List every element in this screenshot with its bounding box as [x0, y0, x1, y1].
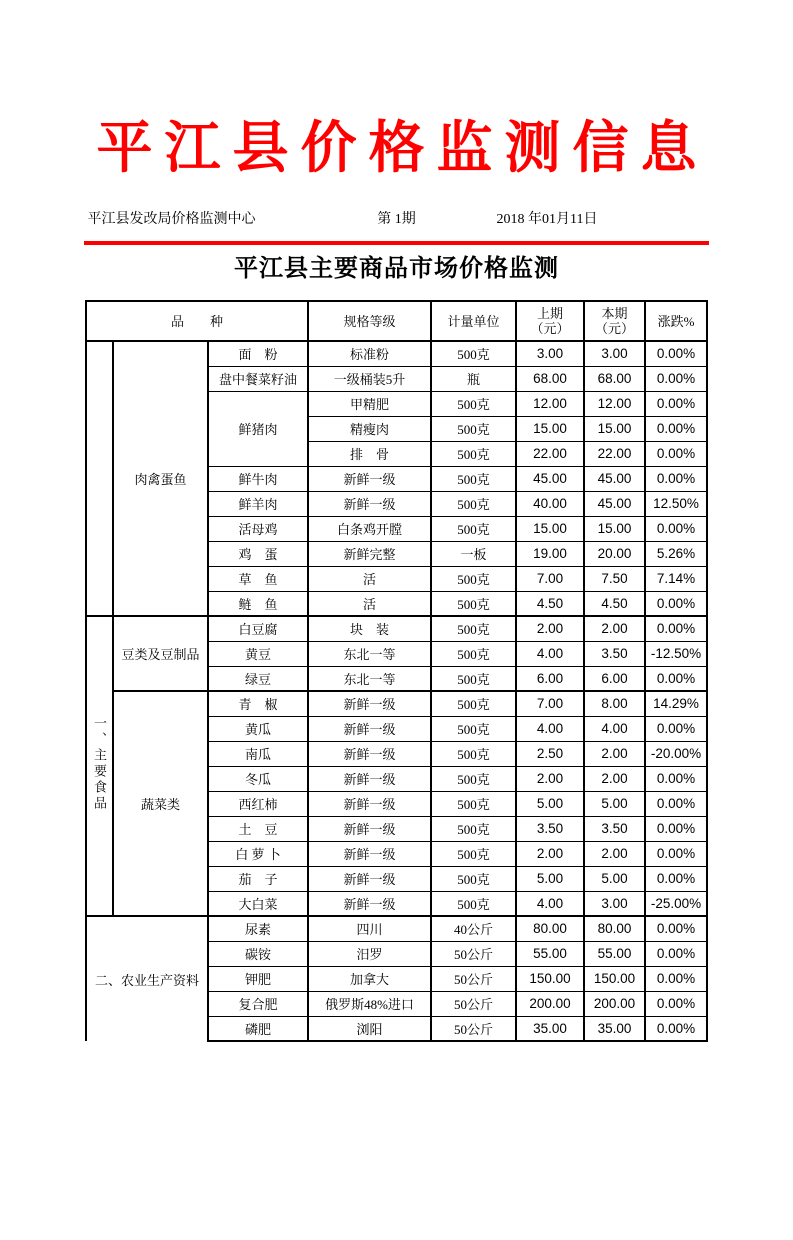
col-header-change: 涨跌% [645, 301, 707, 341]
table-row [86, 341, 707, 366]
cell-item-name: 草 鱼 [208, 566, 308, 591]
cell-change-pct: 0.00% [645, 791, 707, 816]
cell-spec: 新鲜一级 [308, 466, 431, 491]
issuing-org: 平江县发改局价格监测中心 [87, 212, 256, 227]
col-header-spec: 规格等级 [308, 301, 431, 341]
cell-prev-price: 5.00 [516, 866, 584, 891]
cell-change-pct: 0.00% [645, 716, 707, 741]
cell-curr-price: 80.00 [584, 916, 645, 941]
cell-prev-price: 45.00 [516, 466, 584, 491]
cell-prev-price: 12.00 [516, 391, 584, 416]
cell-prev-price: 68.00 [516, 366, 584, 391]
masthead-info-row [86, 208, 708, 230]
cell-prev-price: 2.00 [516, 766, 584, 791]
col-header-prev-line2: （元） [530, 321, 570, 336]
cell-spec: 四川 [308, 916, 431, 941]
col-header-unit: 计量单位 [431, 301, 516, 341]
price-table [85, 300, 708, 1042]
cell-prev-price: 80.00 [516, 916, 584, 941]
cell-item-name: 复合肥 [208, 991, 308, 1016]
cell-item-name: 茄 子 [208, 866, 308, 891]
cell-item-name: 鲜羊肉 [208, 491, 308, 516]
cell-curr-price: 2.00 [584, 741, 645, 766]
cell-prev-price: 15.00 [516, 416, 584, 441]
cell-change-pct: 14.29% [645, 691, 707, 716]
cell-spec: 新鲜一级 [308, 816, 431, 841]
cell-change-pct: 0.00% [645, 866, 707, 891]
issue-date: 2018 年01月11日 [496, 212, 598, 227]
red-divider-line [84, 241, 709, 245]
section1-vertical-text: 一、主要食品 [91, 716, 107, 812]
cell-spec: 新鲜一级 [308, 491, 431, 516]
cell-item-name: 碳铵 [208, 941, 308, 966]
cell-spec: 新鲜一级 [308, 841, 431, 866]
cell-curr-price: 4.00 [584, 716, 645, 741]
cell-item-name: 冬瓜 [208, 766, 308, 791]
cell-unit: 500克 [431, 816, 516, 841]
cell-item-name: 磷肥 [208, 1016, 308, 1041]
cell-change-pct: 0.00% [645, 516, 707, 541]
cell-prev-price: 5.00 [516, 791, 584, 816]
cell-spec: 汨罗 [308, 941, 431, 966]
cell-curr-price: 15.00 [584, 416, 645, 441]
cell-unit: 500克 [431, 691, 516, 716]
cell-unit: 500克 [431, 591, 516, 616]
cell-unit: 40公斤 [431, 916, 516, 941]
cell-prev-price: 4.00 [516, 641, 584, 666]
cell-prev-price: 4.50 [516, 591, 584, 616]
cell-curr-price: 20.00 [584, 541, 645, 566]
table-title: 平江县主要商品市场价格监测 [234, 255, 559, 282]
cell-curr-price: 6.00 [584, 666, 645, 691]
cell-spec: 东北一等 [308, 641, 431, 666]
cell-unit: 500克 [431, 841, 516, 866]
cell-curr-price: 3.00 [584, 891, 645, 916]
cell-curr-price: 4.50 [584, 591, 645, 616]
cell-item-name: 黄豆 [208, 641, 308, 666]
cell-curr-price: 45.00 [584, 466, 645, 491]
cell-item-name: 绿豆 [208, 666, 308, 691]
cell-unit: 50公斤 [431, 991, 516, 1016]
cell-curr-price: 12.00 [584, 391, 645, 416]
cell-change-pct: 0.00% [645, 391, 707, 416]
cell-change-pct: 0.00% [645, 466, 707, 491]
cell-prev-price: 40.00 [516, 491, 584, 516]
cell-change-pct: 0.00% [645, 341, 707, 366]
cell-item-name: 土 豆 [208, 816, 308, 841]
cell-spec: 活 [308, 591, 431, 616]
cell-spec: 浏阳 [308, 1016, 431, 1041]
cell-unit: 50公斤 [431, 941, 516, 966]
cell-spec: 新鲜一级 [308, 691, 431, 716]
cell-change-pct: 0.00% [645, 591, 707, 616]
cell-unit: 500克 [431, 441, 516, 466]
cell-curr-price: 68.00 [584, 366, 645, 391]
cell-unit: 500克 [431, 466, 516, 491]
cell-change-pct: 0.00% [645, 841, 707, 866]
cell-change-pct: -20.00% [645, 741, 707, 766]
cell-item-name: 活母鸡 [208, 516, 308, 541]
cell-prev-price: 19.00 [516, 541, 584, 566]
cell-unit: 500克 [431, 416, 516, 441]
cell-curr-price: 45.00 [584, 491, 645, 516]
cell-change-pct: 0.00% [645, 766, 707, 791]
cell-spec: 加拿大 [308, 966, 431, 991]
cell-spec: 活 [308, 566, 431, 591]
cell-unit: 500克 [431, 641, 516, 666]
cell-prev-price: 35.00 [516, 1016, 584, 1041]
cell-unit: 500克 [431, 791, 516, 816]
cell-curr-price: 55.00 [584, 941, 645, 966]
cell-spec: 白条鸡开膛 [308, 516, 431, 541]
cell-change-pct: 0.00% [645, 991, 707, 1016]
cell-curr-price: 200.00 [584, 991, 645, 1016]
table-row [86, 616, 707, 641]
cell-prev-price: 4.00 [516, 891, 584, 916]
cell-unit: 500克 [431, 866, 516, 891]
cell-section2-label: 二、农业生产资料 [86, 916, 208, 1041]
cell-item-name: 面 粉 [208, 341, 308, 366]
cell-section1-spacer [86, 341, 113, 616]
cell-item-name: 黄瓜 [208, 716, 308, 741]
cell-unit: 500克 [431, 391, 516, 416]
cell-change-pct: 0.00% [645, 441, 707, 466]
cell-unit: 500克 [431, 341, 516, 366]
cell-item-name: 盘中餐菜籽油 [208, 366, 308, 391]
cell-item-name: 南瓜 [208, 741, 308, 766]
cell-unit: 500克 [431, 766, 516, 791]
cell-spec: 新鲜一级 [308, 866, 431, 891]
cell-unit: 500克 [431, 616, 516, 641]
cell-prev-price: 55.00 [516, 941, 584, 966]
cell-spec: 一级桶装5升 [308, 366, 431, 391]
cell-item-name: 白 萝 卜 [208, 841, 308, 866]
cell-prev-price: 2.00 [516, 616, 584, 641]
col-header-curr-line1: 本期 [601, 306, 628, 321]
cell-item-name: 鲜牛肉 [208, 466, 308, 491]
cell-curr-price: 3.50 [584, 641, 645, 666]
col-header-curr-line2: （元） [594, 321, 634, 336]
table-row [86, 691, 707, 716]
cell-curr-price: 7.50 [584, 566, 645, 591]
cell-item-name: 钾肥 [208, 966, 308, 991]
cell-curr-price: 3.50 [584, 816, 645, 841]
cell-unit: 500克 [431, 891, 516, 916]
cell-spec: 块 装 [308, 616, 431, 641]
cell-change-pct: 0.00% [645, 966, 707, 991]
cell-unit: 瓶 [431, 366, 516, 391]
cell-change-pct: 12.50% [645, 491, 707, 516]
cell-unit: 500克 [431, 666, 516, 691]
cell-unit: 500克 [431, 566, 516, 591]
cell-curr-price: 22.00 [584, 441, 645, 466]
cell-change-pct: 0.00% [645, 416, 707, 441]
cell-change-pct: -25.00% [645, 891, 707, 916]
cell-spec: 新鲜一级 [308, 891, 431, 916]
cell-spec: 排 骨 [308, 441, 431, 466]
cell-prev-price: 7.00 [516, 566, 584, 591]
cell-change-pct: 0.00% [645, 366, 707, 391]
cell-section1-label [86, 616, 113, 916]
cell-category-beans: 豆类及豆制品 [113, 616, 208, 691]
cell-item-name: 青 椒 [208, 691, 308, 716]
cell-change-pct: 0.00% [645, 616, 707, 641]
cell-item-name: 白豆腐 [208, 616, 308, 641]
cell-prev-price: 150.00 [516, 966, 584, 991]
cell-item-name: 尿素 [208, 916, 308, 941]
cell-item-name: 鲢 鱼 [208, 591, 308, 616]
table-row [86, 916, 707, 941]
cell-spec: 标准粉 [308, 341, 431, 366]
cell-curr-price: 2.00 [584, 841, 645, 866]
cell-change-pct: -12.50% [645, 641, 707, 666]
cell-curr-price: 5.00 [584, 791, 645, 816]
cell-curr-price: 15.00 [584, 516, 645, 541]
cell-prev-price: 22.00 [516, 441, 584, 466]
col-header-prev-price [516, 301, 584, 341]
issue-number: 第 1期 [377, 212, 416, 227]
cell-prev-price: 15.00 [516, 516, 584, 541]
cell-unit: 500克 [431, 716, 516, 741]
cell-curr-price: 2.00 [584, 616, 645, 641]
cell-curr-price: 2.00 [584, 766, 645, 791]
cell-item-name-pork: 鲜猪肉 [208, 391, 308, 466]
cell-curr-price: 8.00 [584, 691, 645, 716]
cell-item-name: 西红柿 [208, 791, 308, 816]
cell-change-pct: 0.00% [645, 1016, 707, 1041]
cell-change-pct: 0.00% [645, 816, 707, 841]
cell-prev-price: 3.00 [516, 341, 584, 366]
cell-unit: 50公斤 [431, 966, 516, 991]
document-page [0, 118, 793, 1240]
cell-spec: 甲精肥 [308, 391, 431, 416]
cell-change-pct: 0.00% [645, 666, 707, 691]
cell-category-meat: 肉禽蛋鱼 [113, 341, 208, 616]
cell-spec: 新鲜一级 [308, 716, 431, 741]
cell-spec: 新鲜一级 [308, 791, 431, 816]
cell-prev-price: 2.50 [516, 741, 584, 766]
cell-spec: 精瘦肉 [308, 416, 431, 441]
cell-prev-price: 7.00 [516, 691, 584, 716]
cell-prev-price: 4.00 [516, 716, 584, 741]
cell-unit: 一板 [431, 541, 516, 566]
cell-prev-price: 3.50 [516, 816, 584, 841]
cell-item-name: 鸡 蛋 [208, 541, 308, 566]
cell-spec: 新鲜一级 [308, 741, 431, 766]
cell-prev-price: 200.00 [516, 991, 584, 1016]
cell-unit: 50公斤 [431, 1016, 516, 1041]
cell-spec: 新鲜一级 [308, 766, 431, 791]
col-header-prev-line1: 上期 [536, 306, 563, 321]
cell-curr-price: 5.00 [584, 866, 645, 891]
cell-curr-price: 150.00 [584, 966, 645, 991]
table-header-row [86, 301, 707, 341]
cell-spec: 俄罗斯48%进口 [308, 991, 431, 1016]
cell-unit: 500克 [431, 516, 516, 541]
cell-category-vegetables: 蔬菜类 [113, 691, 208, 916]
cell-unit: 500克 [431, 491, 516, 516]
cell-prev-price: 2.00 [516, 841, 584, 866]
cell-change-pct: 0.00% [645, 916, 707, 941]
col-header-variety: 品 种 [86, 301, 308, 341]
cell-curr-price: 3.00 [584, 341, 645, 366]
col-header-curr-price [584, 301, 645, 341]
cell-curr-price: 35.00 [584, 1016, 645, 1041]
cell-change-pct: 7.14% [645, 566, 707, 591]
cell-spec: 新鲜完整 [308, 541, 431, 566]
cell-change-pct: 0.00% [645, 941, 707, 966]
cell-item-name: 大白菜 [208, 891, 308, 916]
cell-spec: 东北一等 [308, 666, 431, 691]
cell-change-pct: 5.26% [645, 541, 707, 566]
document-title: 平江县价格监测信息 [96, 118, 709, 180]
cell-prev-price: 6.00 [516, 666, 584, 691]
cell-unit: 500克 [431, 741, 516, 766]
